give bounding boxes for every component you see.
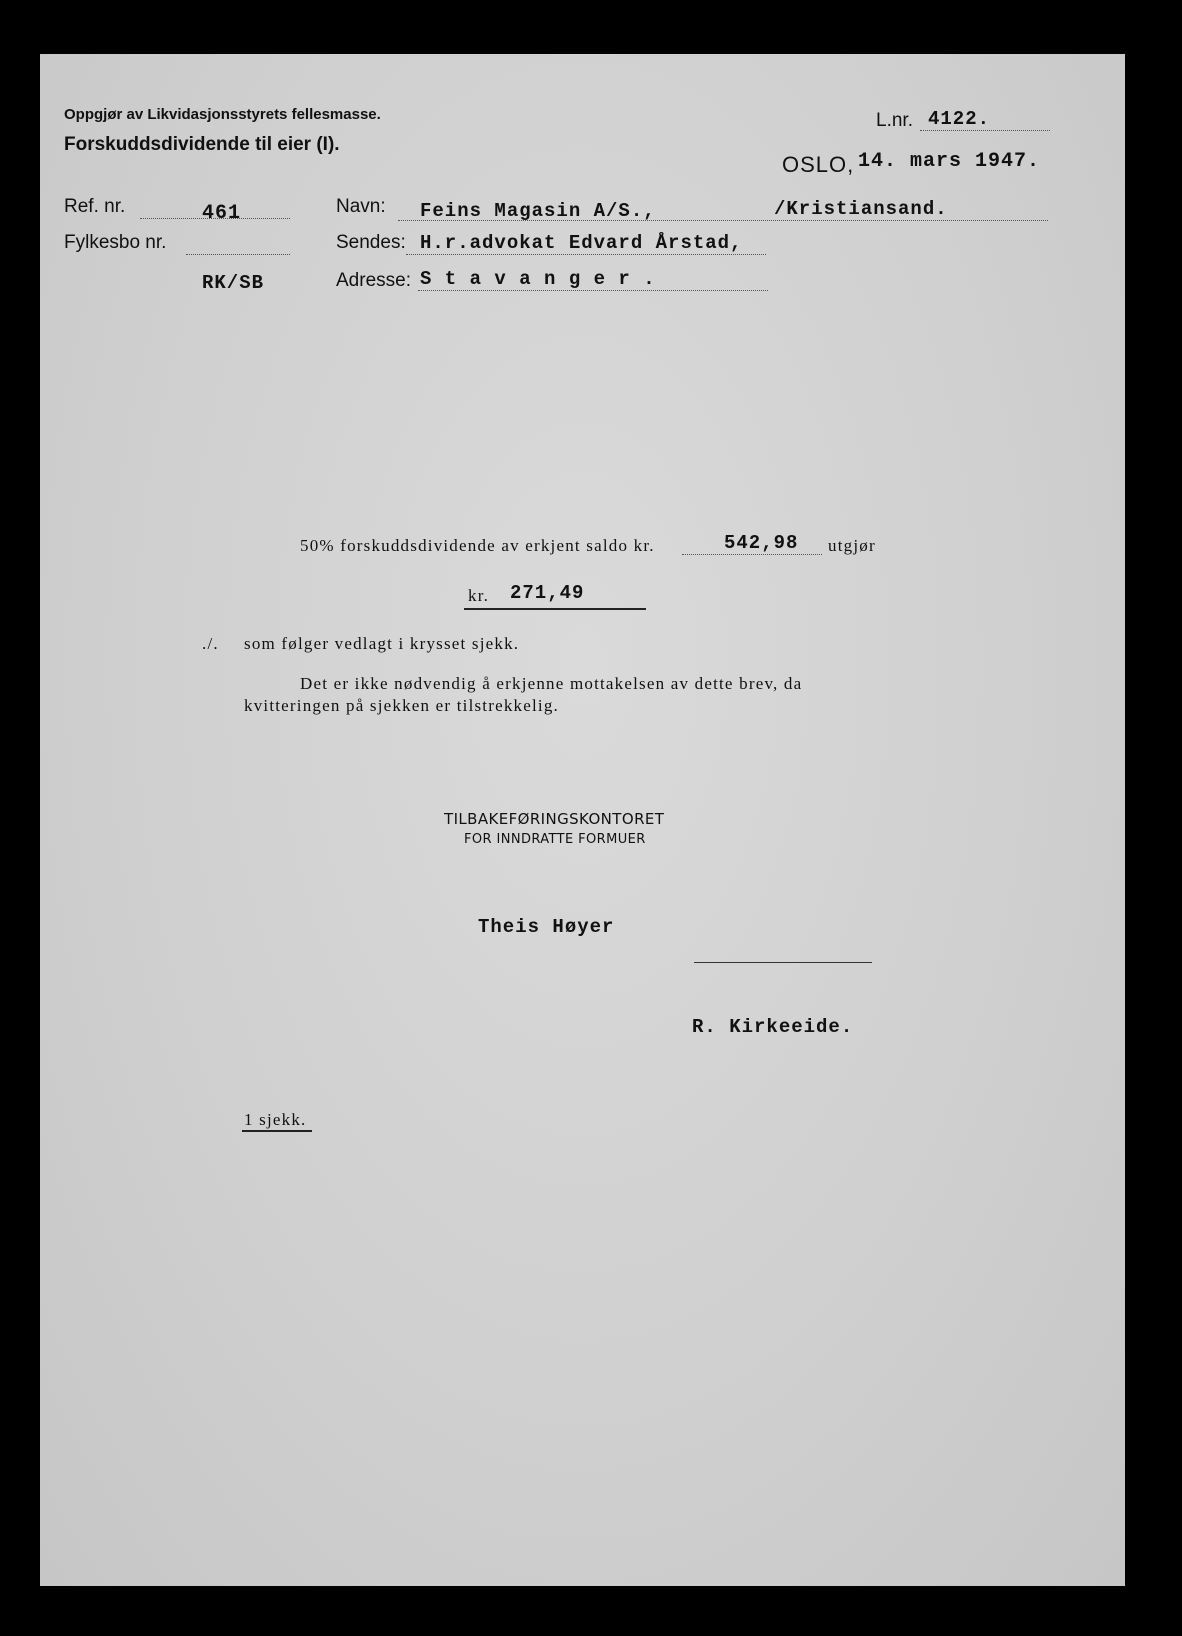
navn-place: /Kristiansand.	[774, 198, 948, 220]
signer-2: R. Kirkeeide.	[692, 1016, 854, 1038]
letter-date: 14. mars 1947.	[858, 150, 1041, 173]
enclosure-underline	[242, 1130, 312, 1132]
navn-underline	[398, 220, 1048, 221]
fylkesbo-label: Fylkesbo nr.	[64, 232, 167, 253]
lnr-value: 4122.	[928, 108, 991, 130]
sendes-underline	[406, 254, 766, 255]
adresse-underline	[418, 290, 768, 291]
sendes-value: H.r.advokat Edvard Årstad,	[420, 232, 743, 254]
lnr-label: L.nr.	[876, 110, 913, 131]
office-name: TILBAKEFØRINGSKONTORET	[444, 810, 665, 828]
initials: RK/SB	[202, 272, 265, 294]
kr-label: kr.	[468, 586, 490, 605]
fylkesbo-underline	[186, 254, 290, 255]
saldo-value: 542,98	[724, 532, 799, 554]
dividend-text: 50% forskuddsdividende av erkjent saldo kr.	[300, 536, 655, 555]
header-subtitle: Forskuddsdividende til eier (I).	[64, 134, 340, 155]
header-title: Oppgjør av Likvidasjonsstyrets fellesmasse.	[64, 106, 381, 123]
enclosure-mark: ./.	[202, 634, 219, 653]
enclosed-text: som følger vedlagt i krysset sjekk.	[244, 634, 520, 653]
enclosure-count: 1 sjekk.	[244, 1110, 307, 1129]
document-page	[40, 54, 1125, 1586]
ref-label: Ref. nr.	[64, 196, 126, 217]
city: OSLO,	[782, 152, 855, 177]
saldo-underline	[682, 554, 822, 555]
office-subtitle: FOR INNDRATTE FORMUER	[464, 832, 646, 847]
navn-label: Navn:	[336, 196, 386, 217]
adresse-label: Adresse:	[336, 270, 411, 291]
amount-underline	[464, 608, 646, 610]
paragraph-line-1: Det er ikke nødvendig å erkjenne mottakelsen av dette brev, da	[300, 674, 803, 693]
amount-value: 271,49	[510, 582, 585, 604]
signature-line	[694, 962, 872, 963]
paragraph-line-2: kvitteringen på sjekken er tilstrekkelig.	[244, 696, 559, 715]
adresse-value: S t a v a n g e r .	[420, 268, 656, 290]
lnr-underline	[920, 130, 1050, 131]
ref-value: 461	[202, 202, 242, 225]
navn-value: Feins Magasin A/S.,	[420, 200, 656, 222]
sendes-label: Sendes:	[336, 232, 406, 253]
utgjor-text: utgjør	[828, 536, 876, 555]
signer-1: Theis Høyer	[478, 916, 615, 938]
